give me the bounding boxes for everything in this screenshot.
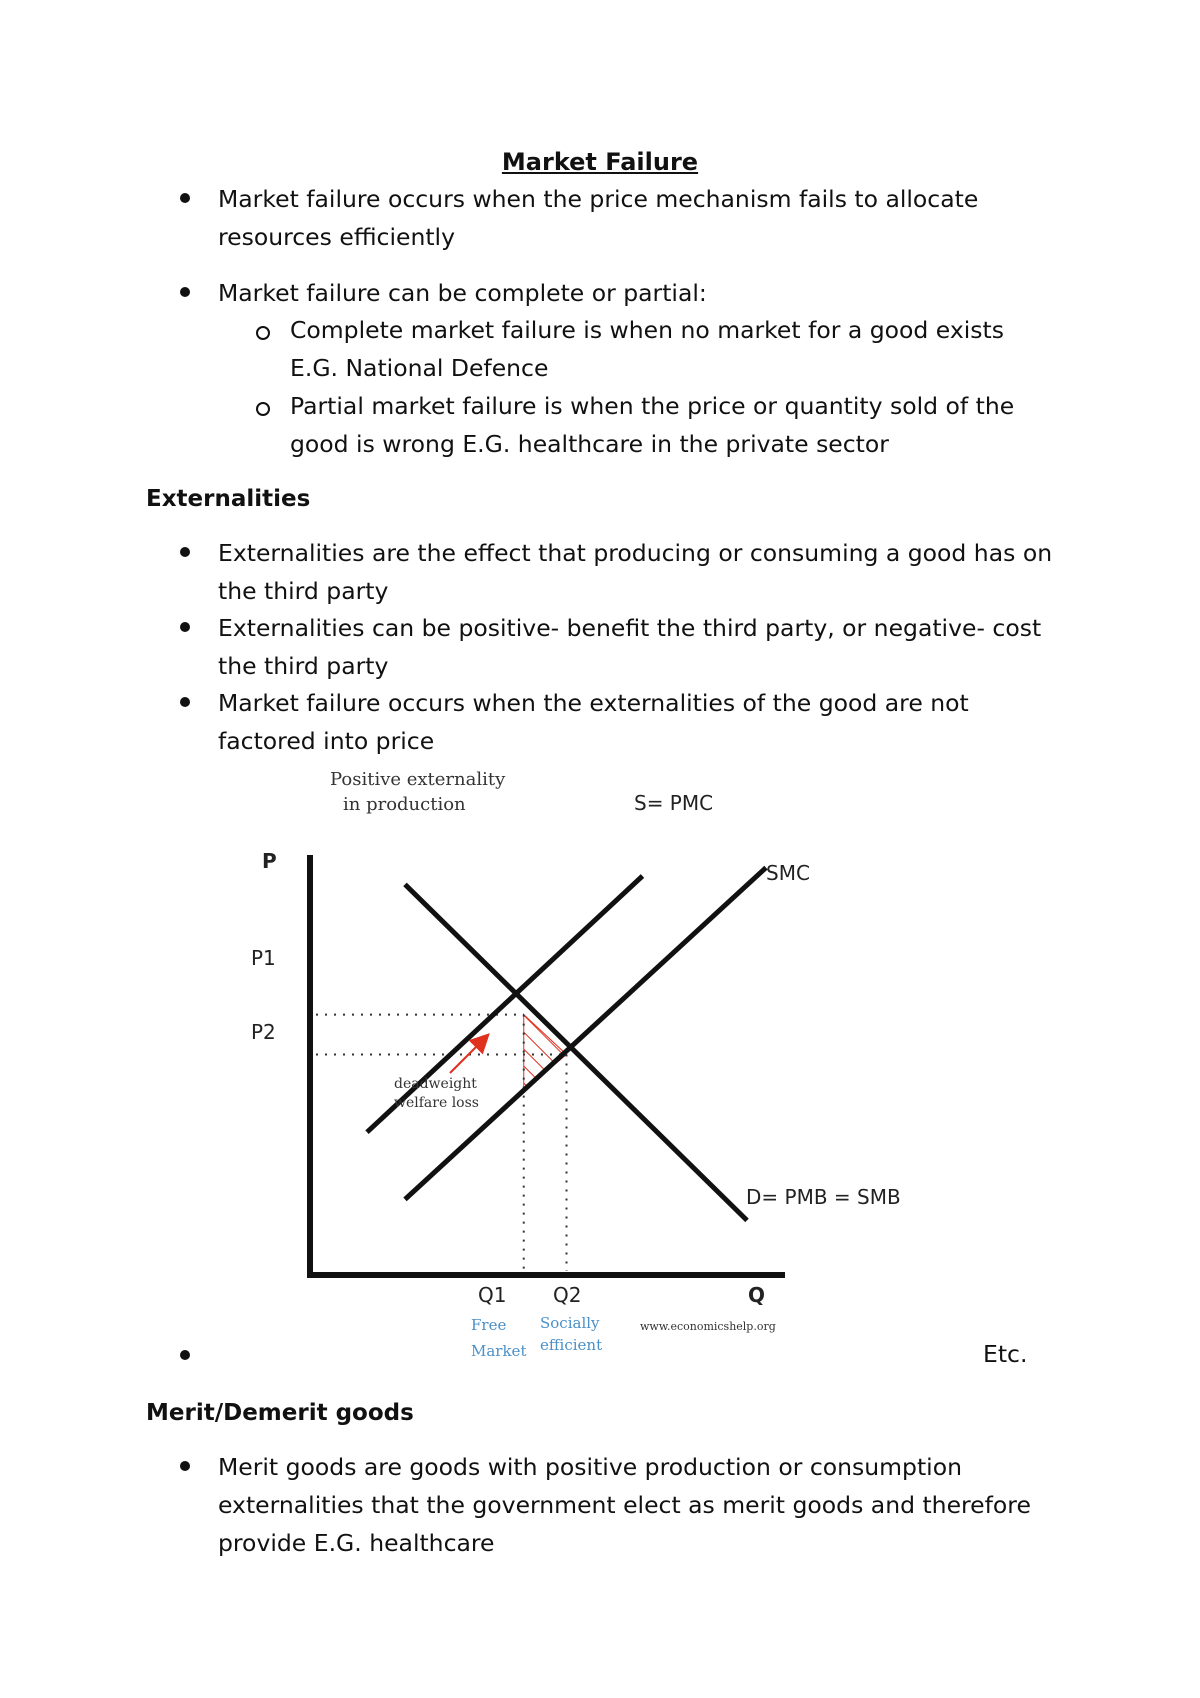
bullet-text: Market failure occurs when the externalities of the good are not factored into price: [218, 689, 969, 755]
section-heading-externalities: Externalities: [146, 486, 311, 512]
deadweight-label-line-1: deadweight: [394, 1076, 477, 1092]
bullet-icon: [180, 1350, 190, 1360]
sub-bullet-text: Complete market failure is when no market for a good exists E.G. National Defence: [290, 316, 1004, 382]
section-heading-merit: Merit/Demerit goods: [146, 1400, 414, 1426]
x-tick-note-market: Market: [471, 1342, 527, 1360]
deadweight-label-line-2: welfare loss: [394, 1095, 479, 1111]
y-tick-p1: P1: [251, 946, 276, 970]
smc-line: [405, 868, 766, 1200]
chart-title-line-2: in production: [343, 794, 466, 815]
series-label-pmc: S= PMC: [634, 791, 714, 815]
bullet-item: [218, 1448, 1068, 1562]
page-title: Market Failure: [501, 148, 699, 176]
x-tick-q2: Q2: [553, 1283, 582, 1307]
sub-bullet-text: Partial market failure is when the price or quantity sold of the good is wrong E.G. healthcare in the private sector: [290, 392, 1015, 458]
y-axis-label: P: [262, 849, 277, 873]
bullet-icon: [180, 1461, 190, 1471]
bullet-text: Externalities are the effect that producing or consuming a good has on the third party: [218, 539, 1053, 605]
bullet-text: Market failure can be complete or partial:: [218, 279, 707, 307]
series-label-demand: D= PMB = SMB: [746, 1185, 901, 1209]
y-tick-p2: P2: [251, 1020, 276, 1044]
chart-source-text: www.economicshelp.org: [640, 1320, 776, 1333]
supply-pmc-line: [367, 876, 643, 1132]
deadweight-loss-area: [524, 1015, 567, 1091]
x-tick-note-socially: Socially: [540, 1314, 600, 1332]
x-tick-note-efficient: efficient: [540, 1336, 603, 1354]
bullet-text: Market failure occurs when the price mechanism fails to allocate resources efficiently: [218, 185, 979, 251]
deadweight-arrow: [450, 1036, 487, 1073]
etc-text: Etc.: [983, 1340, 1028, 1368]
x-axis-label: Q: [748, 1283, 766, 1307]
chart-title-line-1: Positive externality: [330, 769, 506, 790]
bullet-text: Merit goods are goods with positive production or consumption externalities that the government elect as merit goods and therefore provide E.G. healthcare: [218, 1453, 1031, 1557]
bullet-text: Externalities can be positive- benefit the third party, or negative- cost the third party: [218, 614, 1042, 680]
series-label-smc: SMC: [766, 861, 810, 885]
x-tick-note-free: Free: [471, 1316, 507, 1334]
x-tick-q1: Q1: [478, 1283, 507, 1307]
